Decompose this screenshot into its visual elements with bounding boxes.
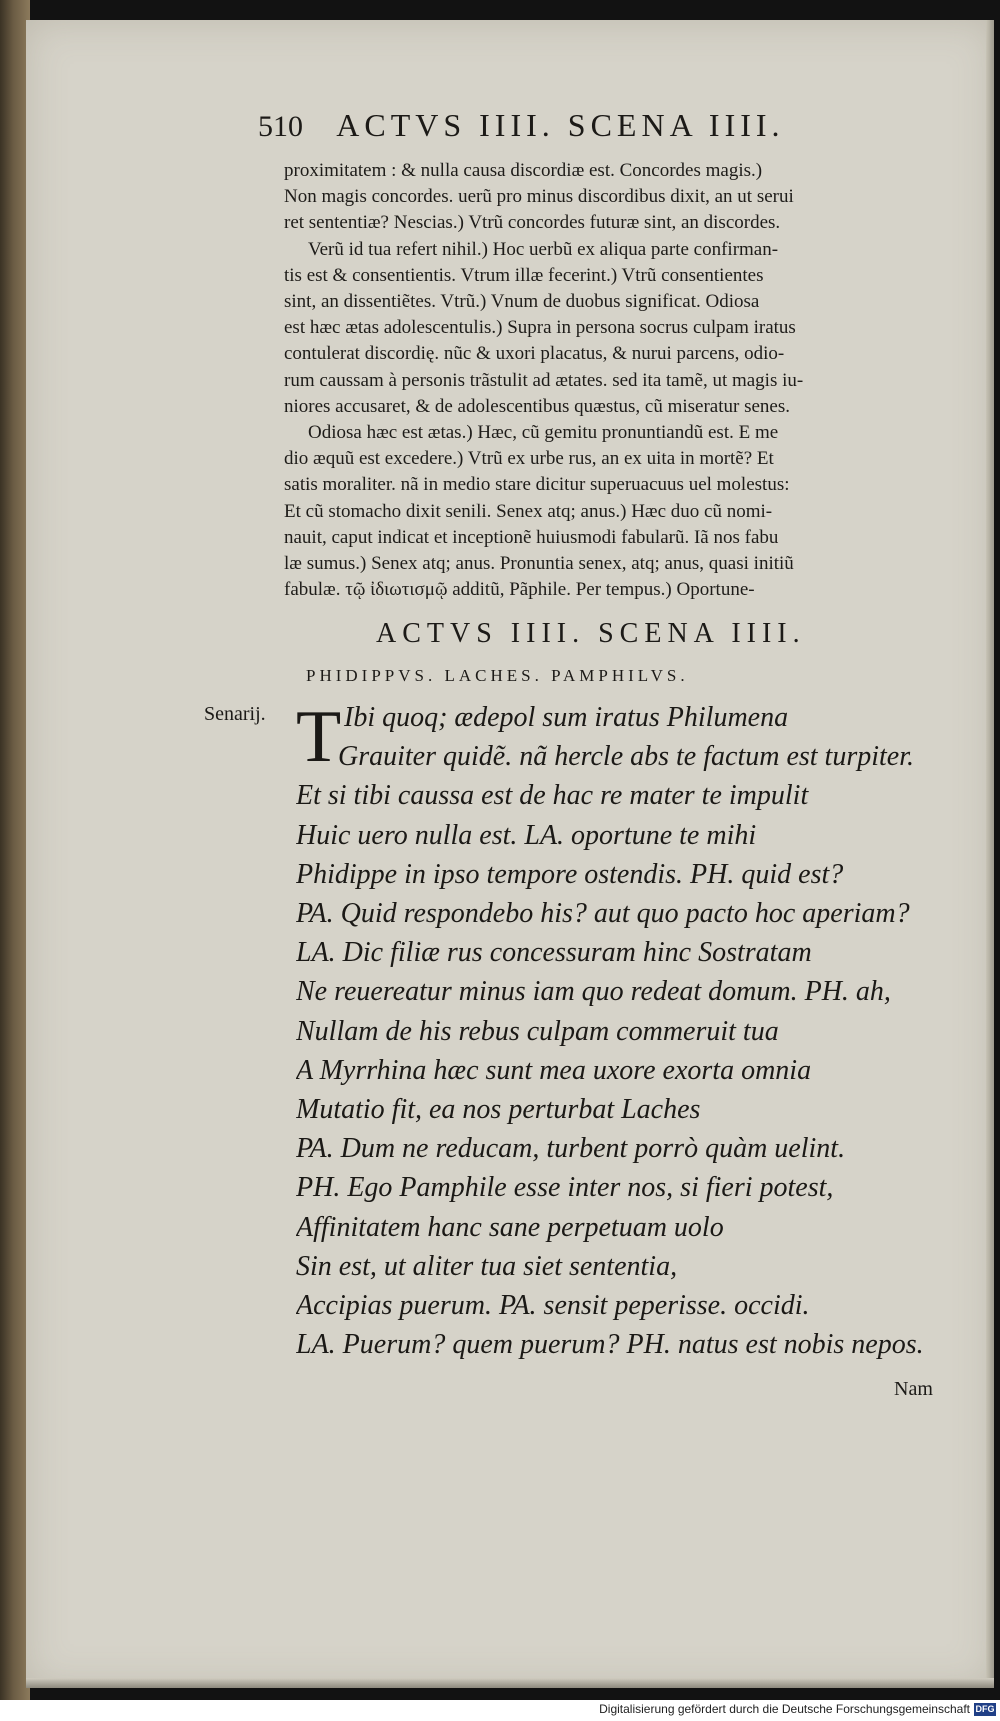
- commentary-line: Non magis concordes. uerũ pro minus discordibus dixit, an ut serui: [284, 186, 794, 208]
- verse-line: A Myrrhina hæc sunt mea uxore exorta omnia: [296, 1054, 812, 1086]
- meter-label: Senarij.: [204, 703, 266, 725]
- verse-line: Ne reuereatur minus iam quo redeat domum. PH. ah,: [296, 976, 891, 1008]
- dfg-logo: DFG: [975, 1704, 995, 1714]
- verse-line: Mutatio fit, ea nos perturbat Laches: [296, 1094, 701, 1126]
- scene-title: ACTVS IIII. SCENA IIII.: [376, 618, 806, 649]
- commentary-line: nauit, caput indicat et inceptionẽ huiusmodi fabularũ. Iã nos fabu: [284, 526, 779, 548]
- verse-line: Ibi quoq; ædepol sum iratus Philumena: [344, 702, 789, 733]
- commentary-line: est hæc ætas adolescentulis.) Supra in persona socrus culpam iratus: [284, 317, 796, 339]
- commentary-line: Verũ id tua refert nihil.) Hoc uerbũ ex aliqua parte confirman-: [308, 238, 779, 260]
- verse-line: Phidippe in ipso tempore ostendis. PH. quid est?: [296, 858, 844, 890]
- verse-line: PA. Quid respondebo his? aut quo pacto hoc aperiam?: [296, 898, 910, 930]
- page-number: 510: [258, 110, 303, 143]
- commentary-line: dio æquũ est excedere.) Vtrũ ex urbe rus, an ex uita in mortẽ? Et: [284, 448, 774, 470]
- commentary-line: Odiosa hæc est ætas.) Hæc, cũ gemitu pronuntiandũ est. E me: [308, 422, 779, 444]
- commentary-line: proximitatem : & nulla causa discordiæ est. Concordes magis.): [284, 160, 763, 181]
- commentary-line: rum caussam à personis trãstulit ad ætates. sed ita tamẽ, ut magis iu-: [284, 369, 804, 391]
- verse-block: [296, 698, 956, 1364]
- verse-line: PA. Dum ne reducam, turbent porrò quàm uelint.: [296, 1133, 846, 1165]
- verse-line: Accipias puerum. PA. sensit peperisse. occidi.: [296, 1290, 810, 1322]
- verse-line: Huic uero nulla est. LA. oportune te mihi: [296, 819, 757, 851]
- commentary-line: Et cũ stomacho dixit senili. Senex atq; anus.) Hæc duo cũ nomi-: [284, 500, 773, 522]
- verse-line: Et si tibi caussa est de hac re mater te impulit: [296, 780, 809, 812]
- page-right-edge: [986, 20, 994, 1688]
- verse-line: Nullam de his rebus culpam commeruit tua: [296, 1015, 779, 1047]
- running-title: ACTVS IIII. SCENA IIII.: [336, 107, 785, 143]
- catchword: Nam: [894, 1378, 933, 1400]
- running-header: [258, 107, 958, 144]
- commentary-line: satis moraliter. nã in medio stare dicitur superuacuus uel molestus:: [284, 474, 790, 496]
- verse-line: Affinitatem hanc sane perpetuam uolo: [296, 1211, 724, 1243]
- drop-cap: T: [296, 696, 342, 778]
- commentary-line: læ sumus.) Senex atq; anus. Pronuntia senex, atq; anus, quasi initiũ: [284, 553, 794, 575]
- page-bottom-edge: [26, 1678, 994, 1688]
- verse-line: Grauiter quidẽ. nã hercle abs te factum est turpiter.: [338, 741, 914, 773]
- verse-line: PH. Ego Pamphile esse inter nos, si fieri potest,: [296, 1172, 834, 1204]
- commentary-block: [284, 158, 944, 603]
- funding-credit: Digitalisierung gefördert durch die Deutsche Forschungsgemeinschaft: [599, 1702, 970, 1716]
- dramatis-personae: PHIDIPPVS. LACHES. PAMPHILVS.: [306, 666, 689, 685]
- commentary-line: sint, an dissentiẽtes. Vtrũ.) Vnum de duobus significat. Odiosa: [284, 291, 760, 313]
- verse-line: LA. Puerum? quem puerum? PH. natus est nobis nepos.: [296, 1329, 924, 1361]
- commentary-line: tis est & consentientis. Vtrum illæ fecerint.) Vtrũ consentientes: [284, 264, 764, 286]
- commentary-line: contulerat discordię. nũc & uxori placatus, & nurui parcens, odio-: [284, 343, 785, 365]
- verse-line: LA. Dic filiæ rus concessuram hinc Sostratam: [296, 937, 812, 969]
- footer-bar: [0, 1700, 1000, 1721]
- commentary-line: ret sententiæ? Nescias.) Vtrũ concordes futuræ sint, an discordes.: [284, 212, 781, 234]
- commentary-line: fabulæ. τῷ ἰδιωτισμῷ additũ, Pãphile. Per tempus.) Oportune-: [284, 579, 755, 601]
- verse-line: Sin est, ut aliter tua siet sententia,: [296, 1250, 678, 1282]
- commentary-line: niores accusaret, & de adolescentibus quæstus, cũ miseratur senes.: [284, 395, 790, 417]
